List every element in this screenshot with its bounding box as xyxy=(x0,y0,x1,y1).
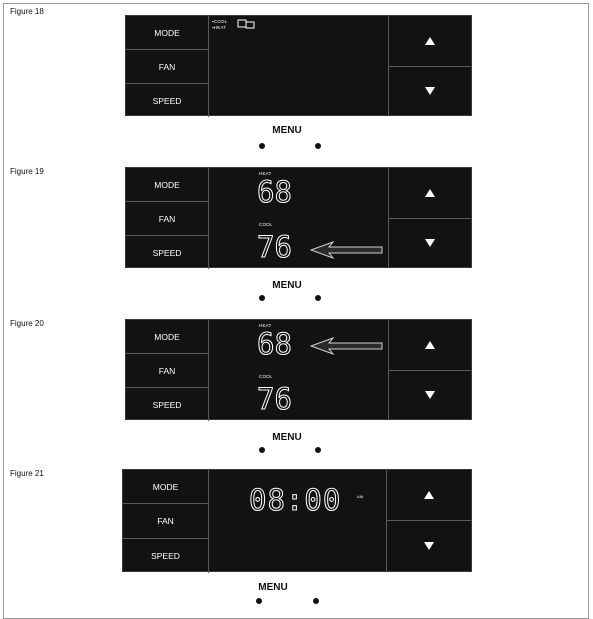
fan-button[interactable]: FAN xyxy=(126,354,209,388)
down-arrow-icon xyxy=(425,239,435,247)
mode-button[interactable]: MODE xyxy=(123,470,209,504)
figure-21-label: Figure 21 xyxy=(10,469,44,478)
speed-button[interactable]: SPEED xyxy=(126,388,209,421)
thermostat-panel-20 xyxy=(125,319,472,420)
fan-button[interactable]: FAN xyxy=(126,50,209,84)
up-button[interactable] xyxy=(389,168,471,219)
menu-dot-left[interactable] xyxy=(259,143,265,149)
heat-setpoint-label: HEAT xyxy=(259,323,272,328)
cool-setpoint-display xyxy=(257,380,293,419)
heat-setpoint-value: 68 xyxy=(257,329,292,359)
cool-setpoint-label: COOL xyxy=(259,374,273,379)
speed-button[interactable]: SPEED xyxy=(126,84,209,117)
up-arrow-icon xyxy=(425,37,435,45)
figure-18-label: Figure 18 xyxy=(10,7,44,16)
fan-button[interactable]: FAN xyxy=(126,202,209,236)
mode-button[interactable]: MODE xyxy=(126,168,209,202)
cool-setpoint-display xyxy=(257,228,293,267)
menu-dot-left[interactable] xyxy=(259,447,265,453)
mode-heat-indicator: ▪HEAT xyxy=(212,25,227,30)
fan-button[interactable]: FAN xyxy=(123,504,209,539)
menu-label: MENU xyxy=(258,582,288,593)
menu-label: MENU xyxy=(272,432,302,443)
down-arrow-icon xyxy=(425,391,435,399)
menu-dot-right[interactable] xyxy=(315,143,321,149)
cool-setpoint-label: COOL xyxy=(259,222,273,227)
mode-cool-indicator: ▪COOL xyxy=(212,19,228,24)
up-arrow-icon xyxy=(425,189,435,197)
thermostat-panel-19 xyxy=(125,167,472,268)
clock-digits xyxy=(249,481,364,517)
down-arrow-icon xyxy=(425,87,435,95)
up-button[interactable] xyxy=(387,470,471,521)
heat-setpoint-display xyxy=(257,329,293,364)
heat-setpoint-label: HEAT xyxy=(259,171,272,176)
menu-dot-left[interactable] xyxy=(259,295,265,301)
down-button[interactable] xyxy=(387,520,471,571)
cool-setpoint-value: 76 xyxy=(257,230,292,262)
cool-setpoint-digits xyxy=(257,380,293,414)
menu-dot-right[interactable] xyxy=(313,598,319,604)
pointer-arrow-icon xyxy=(309,336,384,356)
figure-19-label: Figure 19 xyxy=(10,167,44,176)
thermostat-panel-18 xyxy=(125,15,472,116)
thermostat-panel-21 xyxy=(122,469,472,572)
up-arrow-icon xyxy=(424,491,434,499)
schedule-icon xyxy=(237,18,257,31)
menu-label: MENU xyxy=(272,125,302,136)
menu-dot-right[interactable] xyxy=(315,447,321,453)
up-button[interactable] xyxy=(389,16,471,67)
mode-button[interactable]: MODE xyxy=(126,320,209,354)
heat-setpoint-digits xyxy=(257,177,293,207)
heat-setpoint-value: 68 xyxy=(257,177,292,207)
mode-button[interactable]: MODE xyxy=(126,16,209,50)
speed-button[interactable]: SPEED xyxy=(126,236,209,269)
menu-dot-right[interactable] xyxy=(315,295,321,301)
up-button[interactable] xyxy=(389,320,471,371)
pointer-arrow-icon xyxy=(309,240,384,260)
down-button[interactable] xyxy=(389,218,471,267)
menu-dot-left[interactable] xyxy=(256,598,262,604)
down-button[interactable] xyxy=(389,66,471,115)
down-arrow-icon xyxy=(424,542,434,550)
speed-button[interactable]: SPEED xyxy=(123,539,209,573)
menu-label: MENU xyxy=(272,280,302,291)
up-arrow-icon xyxy=(425,341,435,349)
cool-setpoint-value: 76 xyxy=(257,382,292,414)
cool-setpoint-digits xyxy=(257,228,293,262)
clock-display xyxy=(249,481,364,522)
heat-setpoint-digits xyxy=(257,329,293,359)
figure-20-label: Figure 20 xyxy=(10,319,44,328)
down-button[interactable] xyxy=(389,370,471,419)
clock-ampm: AM xyxy=(357,494,364,499)
clock-time-value: 08:00 xyxy=(249,483,342,517)
heat-setpoint-display xyxy=(257,177,293,212)
